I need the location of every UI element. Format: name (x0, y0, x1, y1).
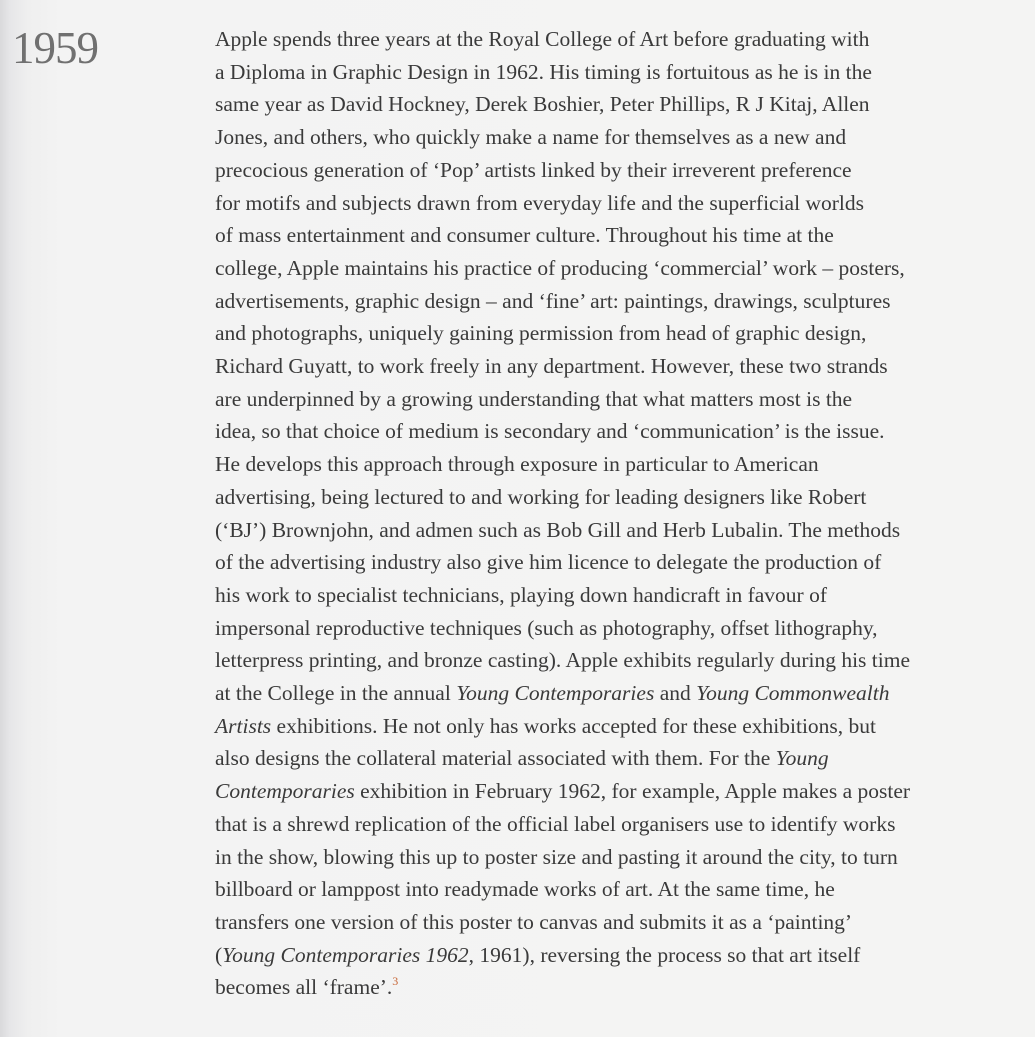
text-run: Apple spends three years at the Royal College of Art before graduating with (215, 27, 870, 51)
text-line (215, 579, 1015, 612)
text-run: billboard or lamppost into readymade works of art. At the same time, he (215, 877, 835, 902)
text-run: a Diploma in Graphic Design in 1962. His timing is fortuitous as he is in the (215, 59, 872, 84)
text-line (215, 808, 1015, 841)
text-line (215, 415, 1015, 448)
text-line (215, 88, 1015, 121)
italic-title: Contemporaries (215, 779, 355, 804)
text-line (215, 939, 1015, 972)
text-line (215, 644, 1015, 677)
text-line (215, 154, 1015, 187)
text-run: letterpress printing, and bronze casting). Apple exhibits regularly during his time (215, 648, 911, 673)
text-run: are underpinned by a growing understanding that what matters most is the (215, 386, 853, 411)
text-run: ( (215, 942, 223, 967)
text-run: exhibitions. He not only has works accepted for these exhibitions, but (271, 713, 877, 738)
text-run: and (654, 681, 697, 706)
italic-title: Young (775, 746, 829, 771)
text-line (215, 481, 1015, 514)
text-run: and photographs, uniquely gaining permission from head of graphic design, (215, 321, 867, 346)
text-line (215, 219, 1015, 252)
text-line (215, 252, 1015, 285)
italic-title: Young Contemporaries (456, 681, 655, 706)
text-line (215, 121, 1015, 154)
text-run: , 1961), reversing the process so that art itself (468, 942, 861, 967)
text-line (215, 285, 1015, 318)
text-run: impersonal reproductive techniques (such as photography, offset lithography, (215, 615, 878, 640)
text-line (215, 187, 1015, 220)
text-line (215, 677, 1015, 710)
text-run: Richard Guyatt, to work freely in any department. However, these two strands (215, 354, 888, 379)
text-run: precocious generation of ‘Pop’ artists linked by their irreverent preference (215, 157, 852, 182)
text-run: that is a shrewd replication of the official label organisers use to identify works (215, 811, 896, 836)
text-line (215, 317, 1015, 350)
text-run: becomes all ‘frame’. (215, 975, 393, 1000)
text-line (215, 906, 1015, 939)
italic-title: Young Commonwealth (696, 681, 890, 706)
text-line (215, 710, 1015, 743)
text-run: exhibition in February 1962, for example, Apple makes a poster (354, 779, 911, 804)
text-run: for motifs and subjects drawn from everyday life and the superficial worlds (215, 190, 864, 215)
text-line (215, 383, 1015, 416)
text-line (215, 841, 1015, 874)
text-line (215, 350, 1015, 383)
text-run: also designs the collateral material associated with them. For the (215, 746, 776, 771)
text-run: college, Apple maintains his practice of producing ‘commercial’ work – posters, (215, 255, 905, 280)
text-run: transfers one version of this poster to canvas and submits it as a ‘painting’ (215, 909, 853, 934)
text-line (215, 873, 1015, 906)
text-line (215, 514, 1015, 547)
footnote-marker: 3 (392, 974, 399, 989)
text-run: (‘BJ’) Brownjohn, and admen such as Bob Gill and Herb Lubalin. The methods (215, 517, 901, 542)
text-line (215, 775, 1015, 808)
text-run: advertisements, graphic design – and ‘fine’ art: paintings, drawings, sculptures (215, 288, 891, 313)
text-run: at the College in the annual (215, 681, 457, 706)
text-line (215, 742, 1015, 775)
italic-title: Young Contemporaries 1962 (222, 942, 469, 967)
text-run: Jones, and others, who quickly make a name for themselves as a new and (215, 125, 847, 150)
text-line (215, 56, 1015, 89)
text-run: advertising, being lectured to and working for leading designers like Robert (215, 484, 867, 509)
text-line (215, 971, 1015, 1004)
text-run: He develops this approach through exposure in particular to American (215, 452, 819, 477)
text-run: his work to specialist technicians, playing down handicraft in favour of (215, 582, 827, 607)
text-run: idea, so that choice of medium is secondary and ‘communication’ is the issue. (215, 419, 885, 444)
text-line (215, 448, 1015, 481)
text-run: of the advertising industry also give him licence to delegate the production of (215, 550, 882, 575)
year-heading: 1959 (12, 23, 98, 73)
text-run: same year as David Hockney, Derek Boshier, Peter Phillips, R J Kitaj, Allen (215, 92, 870, 117)
body-paragraph (215, 23, 1015, 1004)
text-line (215, 612, 1015, 645)
text-run: of mass entertainment and consumer culture. Throughout his time at the (215, 223, 834, 248)
text-run: in the show, blowing this up to poster size and pasting it around the city, to turn (215, 844, 898, 869)
italic-title: Artists (215, 713, 272, 738)
text-line (215, 23, 1015, 56)
text-line (215, 546, 1015, 579)
